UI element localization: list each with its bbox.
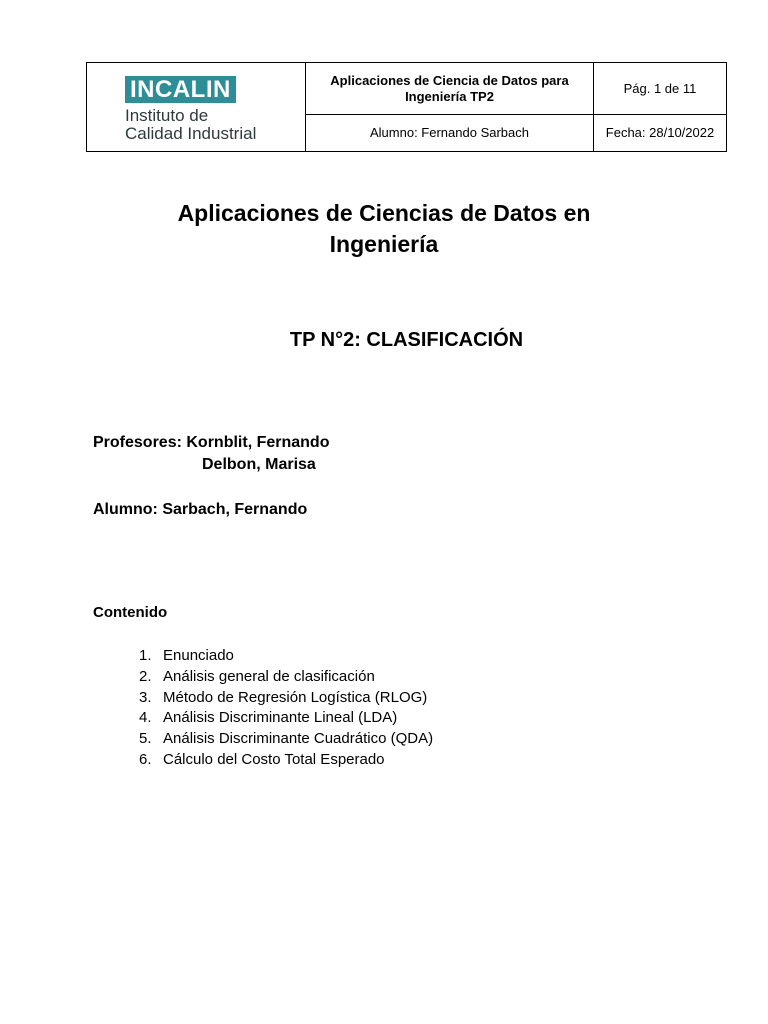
- student-name: Alumno: Sarbach, Fernando: [93, 501, 308, 518]
- page-info: Pág. 1 de 11: [594, 63, 727, 115]
- incalin-logo: INCALIN: [125, 76, 236, 103]
- list-item: 3. Método de Regresión Logística (RLOG): [139, 688, 428, 706]
- list-item: 2. Análisis general de clasificación: [139, 667, 375, 685]
- document-title: Aplicaciones de Ciencias de Datos en Ingeniería: [177, 200, 591, 257]
- list-item: 6. Cálculo del Costo Total Esperado: [139, 750, 385, 768]
- contents-heading: Contenido: [93, 604, 168, 621]
- document-header: [86, 62, 727, 152]
- tp-title: TP N°2: CLASIFICACIÓN: [289, 329, 524, 351]
- header-student: Alumno: Fernando Sarbach: [306, 115, 594, 152]
- logo-subtitle: Instituto de Calidad Industrial: [125, 106, 257, 143]
- list-item: 1. Enunciado: [139, 647, 234, 664]
- logo-cell: [87, 63, 306, 152]
- contents-list: [139, 646, 433, 771]
- list-item: 4. Análisis Discriminante Lineal (LDA): [139, 709, 398, 727]
- course-title: Aplicaciones de Ciencia de Datos para Ingeniería TP2: [306, 63, 594, 115]
- header-date: Fecha: 28/10/2022: [594, 115, 727, 152]
- list-item: 5. Análisis Discriminante Cuadrático (QDA): [139, 730, 434, 748]
- professors: Profesores: Kornblit, Fernando Delbon, Marisa: [93, 434, 330, 473]
